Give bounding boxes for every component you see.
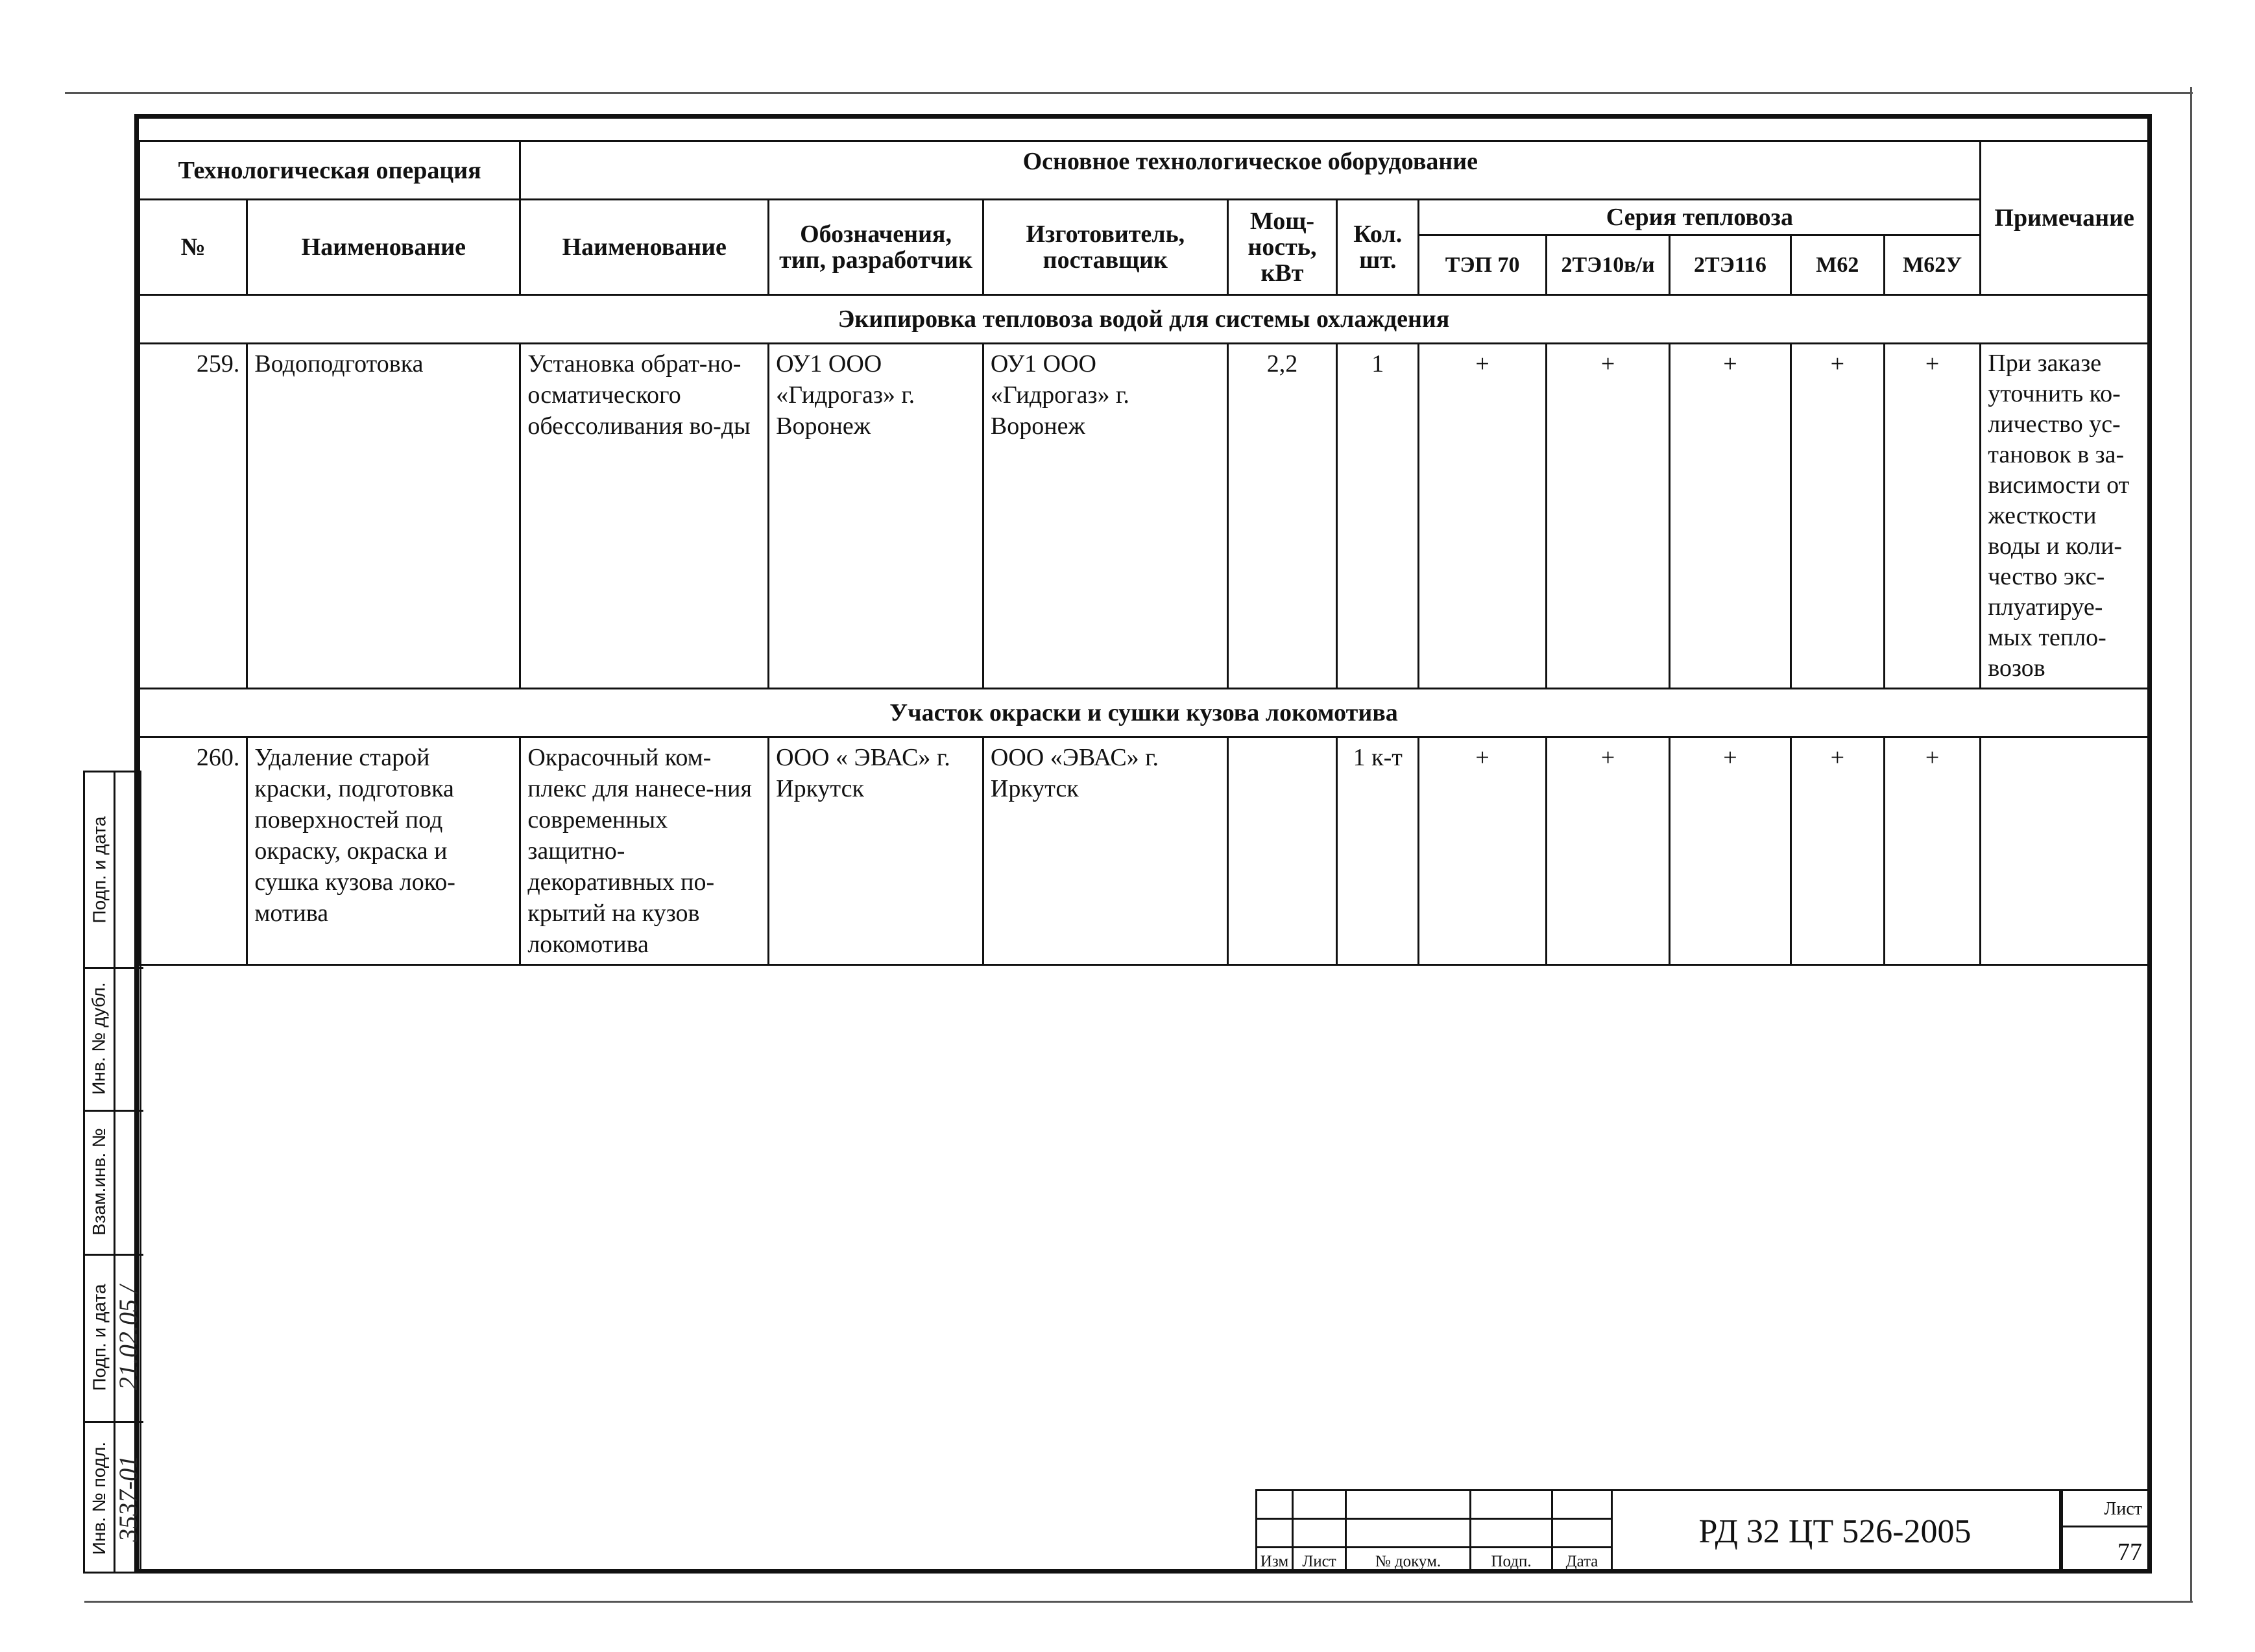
header-quantity: Кол. шт. (1337, 200, 1419, 295)
header-note: Примечание (1981, 141, 2149, 295)
series-mark: + (1670, 737, 1791, 965)
side-approval-stamp (83, 771, 141, 1574)
caption-change: Изм (1257, 1547, 1293, 1573)
header-maker: Изготовитель, поставщик (983, 200, 1227, 295)
caption-sheet: Лист (1293, 1547, 1346, 1573)
sheet-number: 77 (2117, 1538, 2142, 1566)
side-label-replace-inv: Взам.инв. № (89, 1128, 110, 1236)
right-trim-line (2190, 87, 2192, 1602)
row-number: 260. (139, 737, 247, 965)
header-power: Мощ-ность, кВт (1227, 200, 1336, 295)
group-header-equipment: Основное технологическое оборудование (520, 141, 1981, 200)
series-mark: + (1546, 737, 1669, 965)
bottom-trim-line (84, 1601, 2193, 1603)
equipment-power: 2,2 (1227, 344, 1336, 689)
caption-signature: Подп. (1471, 1547, 1552, 1573)
series-mark: + (1884, 344, 1980, 689)
sheet-box (2061, 1489, 2152, 1574)
table-row (139, 737, 2149, 965)
series-mark: + (1419, 737, 1546, 965)
header-number: № (139, 200, 247, 295)
caption-date: Дата (1552, 1547, 1612, 1573)
header-series-2te116: 2ТЭ116 (1670, 235, 1791, 295)
side-label-sign-date-2: Подп. и дата (89, 1284, 109, 1391)
table-row (139, 344, 2149, 689)
row-note: При заказе уточнить ко-личество ус-тановок в за-висимости от жесткости воды и коли-чество экс-плуатируе-мых тепло-возов (1981, 344, 2149, 689)
header-equipment-name: Наименование (520, 200, 769, 295)
series-mark: + (1884, 737, 1980, 965)
equipment-quantity: 1 к-т (1337, 737, 1419, 965)
header-series-2te10: 2ТЭ10в/и (1546, 235, 1669, 295)
equipment-table (138, 140, 2149, 966)
series-mark: + (1791, 737, 1884, 965)
header-series-m62: М62 (1791, 235, 1884, 295)
header-designation: Обозначения, тип, разработчик (769, 200, 983, 295)
top-trim-line (65, 92, 2193, 94)
header-series-group: Серия тепловоза (1419, 200, 1981, 235)
section-title: Экипировка тепловоза водой для системы охлаждения (139, 295, 2149, 344)
caption-doc-number: № докум. (1346, 1547, 1471, 1573)
sheet-label: Лист (2063, 1491, 2150, 1527)
equipment-name: Установка обрат-но-осматического обессоливания во-ды (520, 344, 769, 689)
row-note (1981, 737, 2149, 965)
handwritten-inventory-number: 3537-01 (114, 1455, 143, 1542)
group-header-operation: Технологическая операция (139, 141, 520, 200)
section-title: Участок окраски и сушки кузова локомотива (139, 689, 2149, 737)
side-label-orig-inv: Инв. № подл. (89, 1441, 110, 1555)
series-mark: + (1791, 344, 1884, 689)
equipment-quantity: 1 (1337, 344, 1419, 689)
series-mark: + (1546, 344, 1669, 689)
header-operation-name: Наименование (247, 200, 520, 295)
header-series-m62u: М62У (1884, 235, 1980, 295)
equipment-power (1227, 737, 1336, 965)
side-label-sign-date: Подп. и дата (89, 816, 109, 924)
equipment-designation: ОУ1 ООО «Гидрогаз» г. Воронеж (769, 344, 983, 689)
operation-name: Водоподготовка (247, 344, 520, 689)
handwritten-date: 21.02.05 / (114, 1285, 143, 1390)
equipment-maker: ОУ1 ООО «Гидрогаз» г. Воронеж (983, 344, 1227, 689)
equipment-maker: ООО «ЭВАС» г. Иркутск (983, 737, 1227, 965)
series-mark: + (1419, 344, 1546, 689)
equipment-name: Окрасочный ком-плекс для нанесе-ния современных защитно-декоративных по-крытий на кузов локомотива (520, 737, 769, 965)
equipment-designation: ООО « ЭВАС» г. Иркутск (769, 737, 983, 965)
title-block (1255, 1489, 2152, 1574)
header-series-tep70: ТЭП 70 (1419, 235, 1546, 295)
row-number: 259. (139, 344, 247, 689)
series-mark: + (1670, 344, 1791, 689)
revision-grid (1255, 1489, 1613, 1574)
side-label-dup-inv: Инв. № дубл. (89, 982, 110, 1095)
operation-name: Удаление старой краски, подготовка поверхностей под окраску, окраска и сушка кузова локо-мотива (247, 737, 520, 965)
document-code: РД 32 ЦТ 526-2005 (1611, 1489, 2061, 1574)
